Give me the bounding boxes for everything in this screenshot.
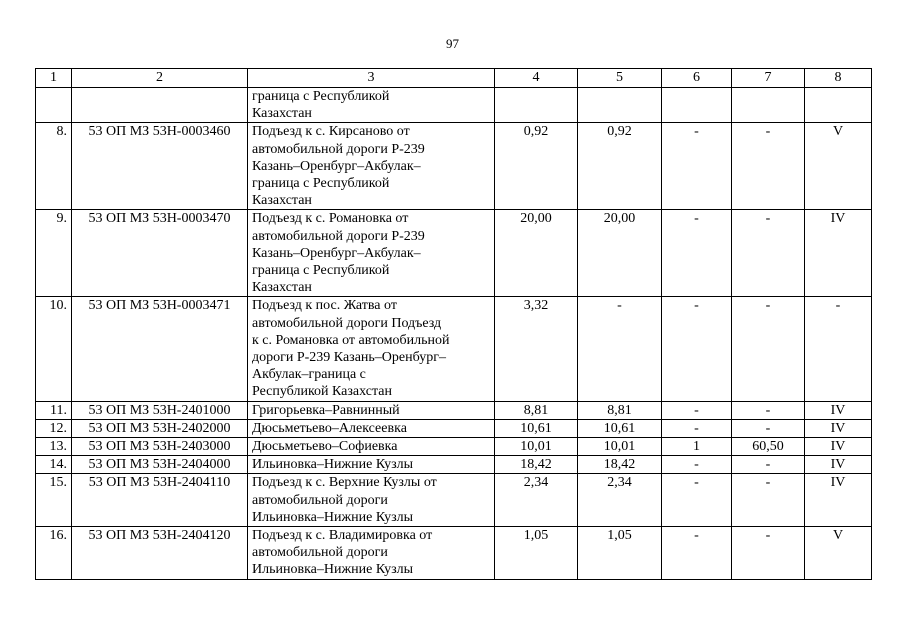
row-number-cell: 13. (36, 438, 72, 456)
length-total-cell: 10,01 (495, 438, 578, 456)
bridges-count-cell: - (662, 419, 732, 437)
road-name-cell: Подъезд к пос. Жатва от автомобильной дороги Подъезд к с. Романовка от автомобильной дороги Р-239 Казань–Оренбург– Акбулак–граница с Республикой Казахстан (248, 297, 495, 401)
bridges-length-cell (732, 88, 805, 123)
length-total-cell: 2,34 (495, 474, 578, 527)
bridges-length-cell: - (732, 123, 805, 210)
road-name-cell: Григорьевка–Равнинный (248, 401, 495, 419)
bridges-count-cell: - (662, 297, 732, 401)
roads-table (35, 68, 872, 580)
length-hard-surface-cell (578, 88, 662, 123)
road-category-cell: V (805, 527, 872, 580)
road-name-cell: Дюсьметьево–Алексеевка (248, 419, 495, 437)
table-row (36, 210, 872, 297)
road-id-cell (72, 88, 248, 123)
table-row (36, 419, 872, 437)
table-row (36, 456, 872, 474)
header-cell: 4 (495, 69, 578, 88)
row-number-cell: 8. (36, 123, 72, 210)
road-id-cell: 53 ОП МЗ 53Н-2403000 (72, 438, 248, 456)
road-name-cell: Подъезд к с. Кирсаново от автомобильной дороги Р-239 Казань–Оренбург–Акбулак– граница с Республикой Казахстан (248, 123, 495, 210)
road-id-cell: 53 ОП МЗ 53Н-0003471 (72, 297, 248, 401)
road-name-cell: граница с Республикой Казахстан (248, 88, 495, 123)
bridges-count-cell: - (662, 474, 732, 527)
table-row (36, 297, 872, 401)
table-row (36, 88, 872, 123)
header-cell: 5 (578, 69, 662, 88)
road-category-cell: IV (805, 210, 872, 297)
row-number-cell: 9. (36, 210, 72, 297)
row-number-cell: 16. (36, 527, 72, 580)
road-name-cell: Дюсьметьево–Софиевка (248, 438, 495, 456)
row-number-cell: 12. (36, 419, 72, 437)
bridges-count-cell: - (662, 210, 732, 297)
header-cell: 2 (72, 69, 248, 88)
length-hard-surface-cell: 0,92 (578, 123, 662, 210)
length-total-cell: 20,00 (495, 210, 578, 297)
length-hard-surface-cell: 2,34 (578, 474, 662, 527)
road-id-cell: 53 ОП МЗ 53Н-0003470 (72, 210, 248, 297)
row-number-cell: 14. (36, 456, 72, 474)
bridges-length-cell: - (732, 210, 805, 297)
length-hard-surface-cell: - (578, 297, 662, 401)
length-hard-surface-cell: 10,01 (578, 438, 662, 456)
length-total-cell: 10,61 (495, 419, 578, 437)
bridges-count-cell: 1 (662, 438, 732, 456)
header-cell: 8 (805, 69, 872, 88)
bridges-count-cell: - (662, 401, 732, 419)
road-name-cell: Ильиновка–Нижние Кузлы (248, 456, 495, 474)
bridges-length-cell: - (732, 474, 805, 527)
bridges-length-cell: - (732, 419, 805, 437)
bridges-count-cell: - (662, 123, 732, 210)
length-total-cell: 0,92 (495, 123, 578, 210)
header-cell: 7 (732, 69, 805, 88)
road-category-cell: V (805, 123, 872, 210)
length-total-cell: 3,32 (495, 297, 578, 401)
road-id-cell: 53 ОП МЗ 53Н-0003460 (72, 123, 248, 210)
table-row (36, 527, 872, 580)
road-id-cell: 53 ОП МЗ 53Н-2404120 (72, 527, 248, 580)
length-total-cell (495, 88, 578, 123)
table-row (36, 438, 872, 456)
road-category-cell: IV (805, 438, 872, 456)
bridges-length-cell: - (732, 401, 805, 419)
road-id-cell: 53 ОП МЗ 53Н-2401000 (72, 401, 248, 419)
length-hard-surface-cell: 1,05 (578, 527, 662, 580)
bridges-length-cell: 60,50 (732, 438, 805, 456)
road-id-cell: 53 ОП МЗ 53Н-2402000 (72, 419, 248, 437)
length-hard-surface-cell: 18,42 (578, 456, 662, 474)
road-name-cell: Подъезд к с. Романовка от автомобильной дороги Р-239 Казань–Оренбург–Акбулак– граница с Республикой Казахстан (248, 210, 495, 297)
bridges-count-cell: - (662, 527, 732, 580)
page-number: 97 (446, 36, 459, 51)
road-category-cell: IV (805, 474, 872, 527)
table-row (36, 474, 872, 527)
row-number-cell: 11. (36, 401, 72, 419)
row-number-cell: 15. (36, 474, 72, 527)
table-row (36, 123, 872, 210)
length-hard-surface-cell: 10,61 (578, 419, 662, 437)
bridges-count-cell: - (662, 456, 732, 474)
road-category-cell: IV (805, 456, 872, 474)
bridges-length-cell: - (732, 456, 805, 474)
row-number-cell (36, 88, 72, 123)
length-total-cell: 8,81 (495, 401, 578, 419)
length-total-cell: 18,42 (495, 456, 578, 474)
length-hard-surface-cell: 8,81 (578, 401, 662, 419)
table-header-row (36, 69, 872, 88)
table-row (36, 401, 872, 419)
road-category-cell: - (805, 297, 872, 401)
bridges-length-cell: - (732, 297, 805, 401)
road-id-cell: 53 ОП МЗ 53Н-2404110 (72, 474, 248, 527)
road-category-cell (805, 88, 872, 123)
road-name-cell: Подъезд к с. Верхние Кузлы от автомобильной дороги Ильиновка–Нижние Кузлы (248, 474, 495, 527)
length-total-cell: 1,05 (495, 527, 578, 580)
road-category-cell: IV (805, 401, 872, 419)
road-name-cell: Подъезд к с. Владимировка от автомобильной дороги Ильиновка–Нижние Кузлы (248, 527, 495, 580)
header-cell: 3 (248, 69, 495, 88)
length-hard-surface-cell: 20,00 (578, 210, 662, 297)
road-id-cell: 53 ОП МЗ 53Н-2404000 (72, 456, 248, 474)
row-number-cell: 10. (36, 297, 72, 401)
header-cell: 1 (36, 69, 72, 88)
bridges-length-cell: - (732, 527, 805, 580)
header-cell: 6 (662, 69, 732, 88)
bridges-count-cell (662, 88, 732, 123)
road-category-cell: IV (805, 419, 872, 437)
